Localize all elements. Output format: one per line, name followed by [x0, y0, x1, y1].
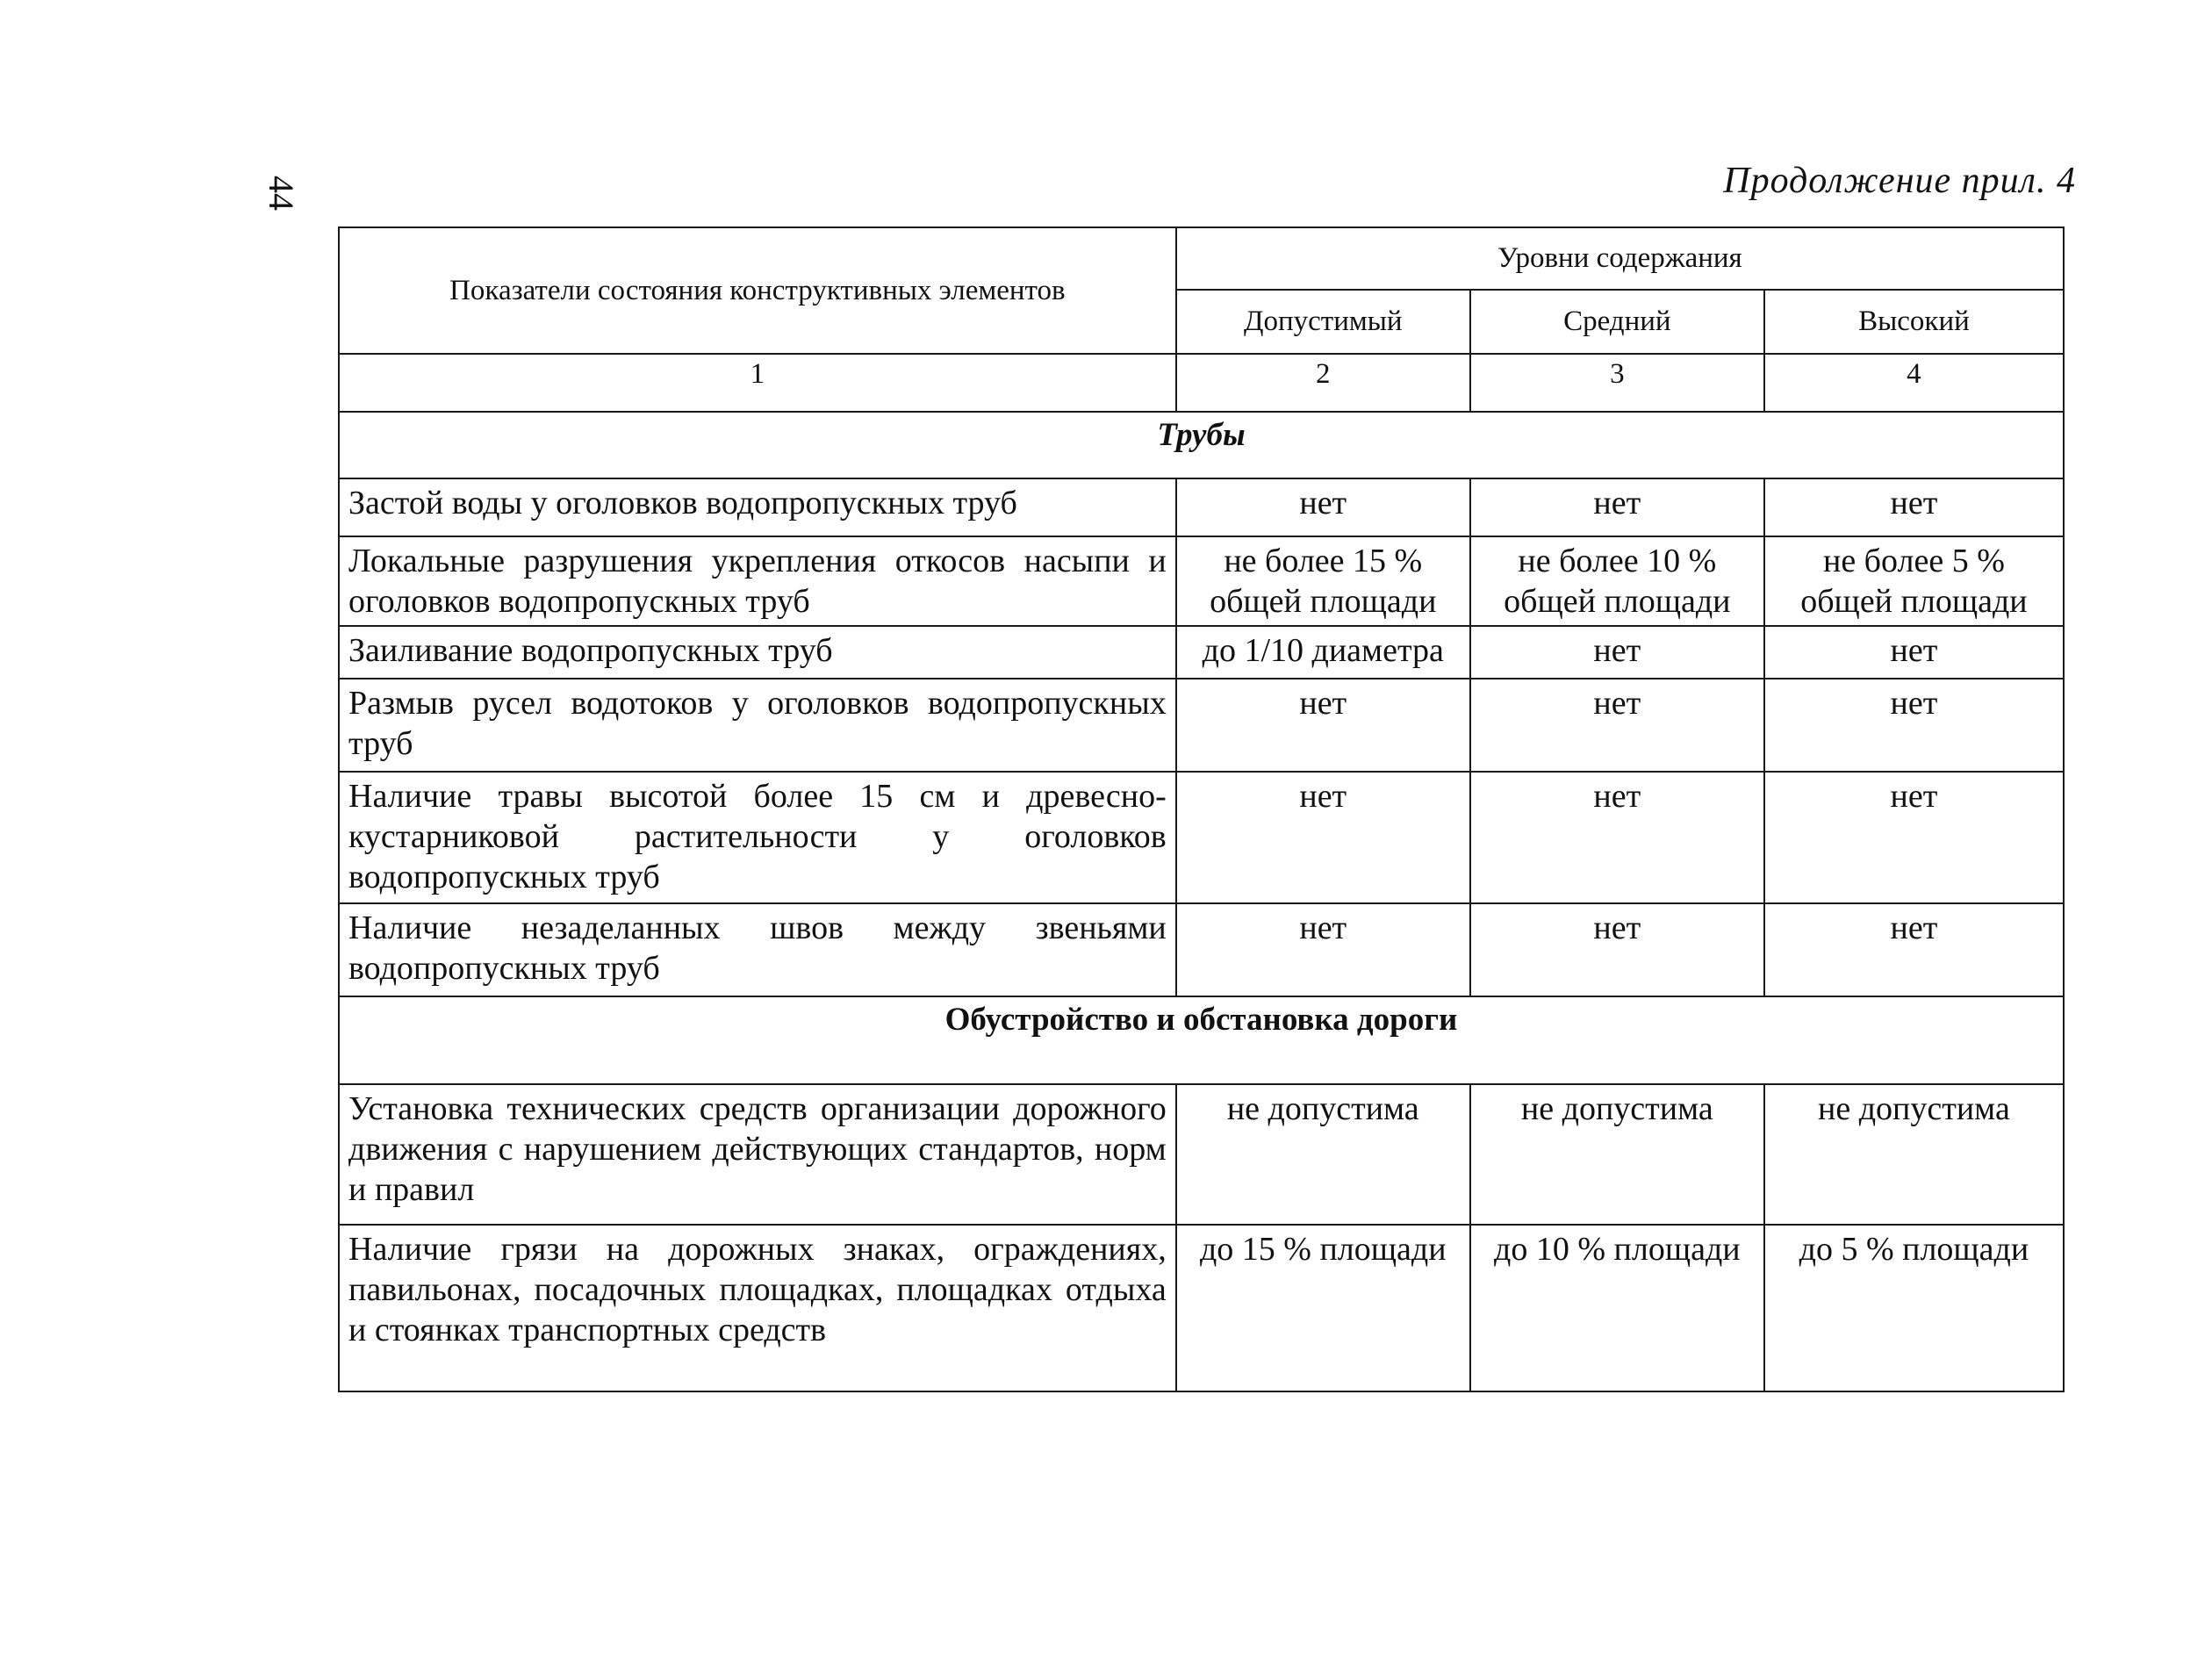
section-title-road-equipment: Обустройство и обстановка дороги: [339, 996, 2064, 1084]
column-number: 4: [1764, 354, 2064, 412]
value-medium: не допустима: [1470, 1084, 1764, 1225]
value-medium: нет: [1470, 679, 1764, 772]
value-medium: нет: [1470, 478, 1764, 536]
table-row: [339, 1084, 2064, 1225]
value-acceptable: нет: [1176, 772, 1470, 903]
value-medium: не более 10 % общей площади: [1470, 536, 1764, 626]
value-high: до 5 % площади: [1764, 1225, 2064, 1391]
row-indicator: Наличие травы высотой более 15 см и древесно-кустарниковой растительности у оголовков водопропускных труб: [339, 772, 1176, 903]
value-high: нет: [1764, 478, 2064, 536]
continuation-label: Продолжение прил. 4: [1723, 161, 2076, 201]
header-acceptable: Допустимый: [1176, 290, 1470, 354]
value-acceptable: до 15 % площади: [1176, 1225, 1470, 1391]
table-row: [339, 903, 2064, 996]
value-acceptable: не более 15 % общей площади: [1176, 536, 1470, 626]
value-high: не более 5 % общей площади: [1764, 536, 2064, 626]
value-medium: нет: [1470, 772, 1764, 903]
value-acceptable: нет: [1176, 903, 1470, 996]
header-levels: Уровни содержания: [1176, 227, 2064, 290]
row-indicator: Наличие грязи на дорожных знаках, ограждениях, павильонах, посадочных площадках, площадках отдыха и стоянках транспортных средств: [339, 1225, 1176, 1391]
value-high: нет: [1764, 772, 2064, 903]
section-row: [339, 996, 2064, 1084]
value-medium: нет: [1470, 903, 1764, 996]
column-number: 1: [339, 354, 1176, 412]
value-acceptable: нет: [1176, 679, 1470, 772]
column-number: 3: [1470, 354, 1764, 412]
column-number: 2: [1176, 354, 1470, 412]
row-indicator: Локальные разрушения укрепления откосов насыпи и оголовков водопропускных труб: [339, 536, 1176, 626]
row-indicator: Застой воды у оголовков водопропускных труб: [339, 478, 1176, 536]
row-indicator: Установка технических средств организации дорожного движения с нарушением действующих стандартов, норм и правил: [339, 1084, 1176, 1225]
value-acceptable: не допустима: [1176, 1084, 1470, 1225]
section-row: [339, 412, 2064, 478]
column-number-row: [339, 354, 2064, 412]
table-row: [339, 1225, 2064, 1391]
value-high: нет: [1764, 903, 2064, 996]
table-row: [339, 679, 2064, 772]
value-high: нет: [1764, 626, 2064, 679]
value-medium: нет: [1470, 626, 1764, 679]
row-indicator: Заиливание водопропускных труб: [339, 626, 1176, 679]
header-medium: Средний: [1470, 290, 1764, 354]
row-indicator: Наличие незаделанных швов между звеньями водопропускных труб: [339, 903, 1176, 996]
table-row: [339, 626, 2064, 679]
header-indicator: Показатели состояния конструктивных элементов: [339, 227, 1176, 354]
table-row: [339, 536, 2064, 626]
table-row: [339, 478, 2064, 536]
table-row: [339, 772, 2064, 903]
page-number: 44: [262, 176, 301, 211]
row-indicator: Размыв русел водотоков у оголовков водопропускных труб: [339, 679, 1176, 772]
value-acceptable: нет: [1176, 478, 1470, 536]
value-medium: до 10 % площади: [1470, 1225, 1764, 1391]
requirements-table: [338, 226, 2065, 1392]
header-high: Высокий: [1764, 290, 2064, 354]
section-title-pipes: Трубы: [339, 412, 2064, 478]
value-high: не допустима: [1764, 1084, 2064, 1225]
value-acceptable: до 1/10 диаметра: [1176, 626, 1470, 679]
value-high: нет: [1764, 679, 2064, 772]
